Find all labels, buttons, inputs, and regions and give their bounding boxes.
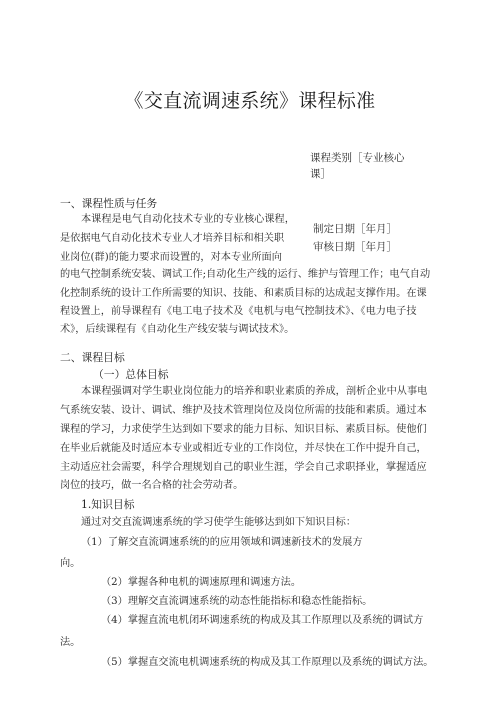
date-review: 审核日期［年月］: [313, 241, 397, 253]
paragraph-line: 本课程是电气自动化技术专业的专业核心课程，: [81, 214, 295, 225]
knowledge-intro: 通过对交直流调速系统的学习使学生能够达到如下知识目标：: [81, 517, 357, 528]
paragraph-line: 的电气控制系统安装、调试工作;自动化生产线的运行、维护与管理工作；电气自动: [60, 269, 431, 280]
subheading-overall-goal: （一）总体目标: [93, 368, 169, 381]
section-heading-nature: 一、课程性质与任务: [60, 197, 158, 210]
paragraph-line: 是依据电气自动化技术专业人才培养目标和相关职: [60, 233, 285, 244]
paragraph-line: 主动适应社会需要，科学合理规划自己的职业生涯，学会自己求职择业，掌握适应: [60, 462, 427, 473]
course-category-line2: 课］: [310, 168, 331, 180]
paragraph-line: 岗位的技巧，做一名合格的社会劳动者。: [60, 480, 244, 491]
goal-item: （5）掌握直交流电机调速系统的构成及其工作原理以及系统的调试方法。: [101, 657, 434, 668]
paragraph-line: 气系统安装、设计、调试、维护及技术管理岗位及岗位所需的技能和素质。通过本: [60, 405, 427, 416]
goal-item: （1）了解交直流调速系统的的应用领域和调速新技术的发展方: [81, 537, 363, 548]
section-heading-objectives: 二、课程目标: [60, 351, 125, 364]
paragraph-line: 在毕业后就能及时适应本专业或相近专业的工作岗位，并尽快在工作中提升自己，: [60, 443, 427, 454]
goal-item-continuation: 法。: [60, 637, 81, 648]
knowledge-goal-heading: 1.知识目标: [81, 498, 135, 511]
paragraph-line: 术》，后续课程有《自动化生产线安装与调试技术》。: [60, 324, 295, 335]
paragraph-line: 化控制系统的设计工作所需要的知识、技能、和素质目标的达成起支撑作用。在课: [60, 288, 427, 299]
paragraph-line: 本课程强调对学生职业岗位能力的培养和职业素质的养成，剖析企业中从事电: [81, 386, 428, 397]
goal-item-continuation: 向。: [60, 558, 81, 569]
goal-item: （2）掌握各种电机的调速原理和调速方法。: [101, 577, 302, 588]
date-set: 制定日期［年月］: [313, 223, 397, 235]
paragraph-line: 课程的学习，力求使学生达到如下要求的能力目标、知识目标、素质目标。使他们: [60, 424, 427, 435]
paragraph-line: 业岗位(群)的能力要求而设置的，对本专业所面向: [60, 252, 282, 263]
goal-item: （3）理解交直流调速系统的动态性能指标和稳态性能指标。: [101, 596, 373, 607]
page-title: 《交直流调速系统》课程标准: [124, 90, 376, 112]
course-category-line1: 课程类别［专业核心: [310, 152, 405, 164]
goal-item: （4）掌握直流电机闭环调速系统的构成及其工作原理以及系统的调试方: [101, 615, 424, 626]
paragraph-line: 程设置上，前导课程有《电工电子技术及《电机与电气控制技术》、《电力电子技: [60, 306, 417, 317]
